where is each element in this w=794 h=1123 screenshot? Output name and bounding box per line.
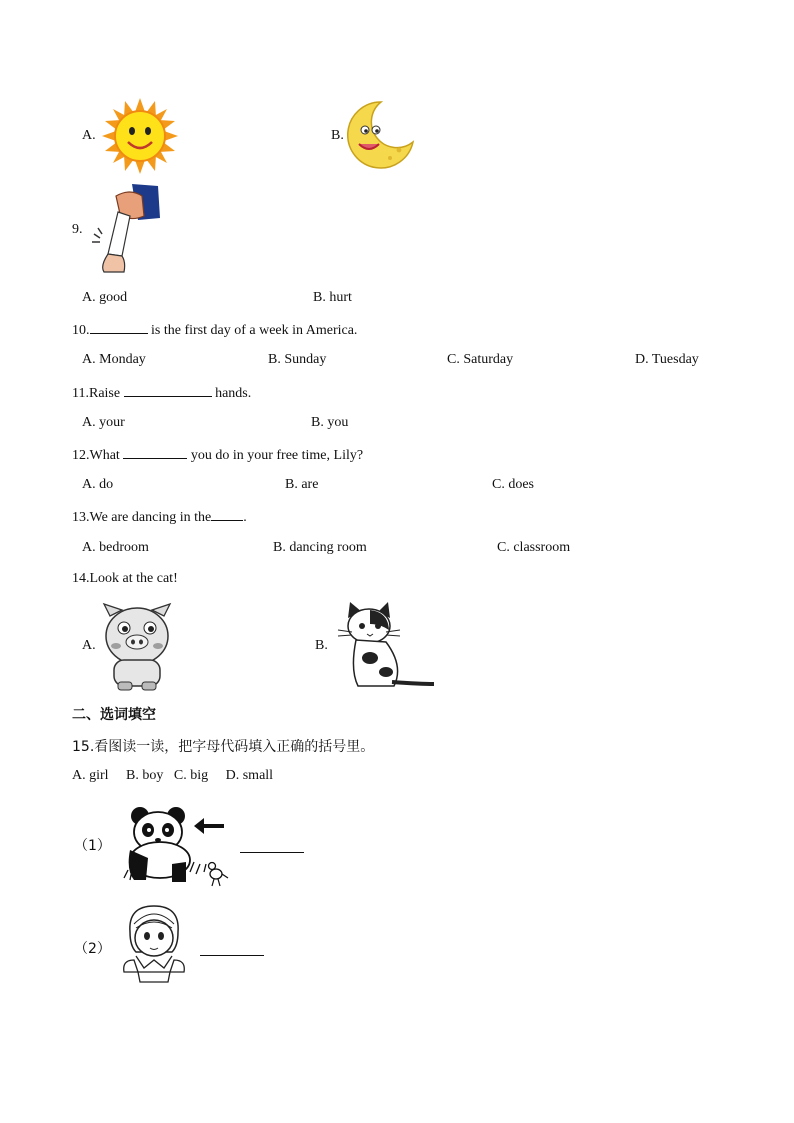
q15-item-2-label: （2） xyxy=(74,941,111,957)
q13-option-b: B. dancing room xyxy=(273,540,367,555)
q11-stem: 11.Raise hands. xyxy=(72,386,252,401)
moon-icon xyxy=(345,100,415,170)
q11-option-a: A. your xyxy=(82,415,125,430)
q12-stem: 12.What you do in your free time, Lily? xyxy=(72,448,364,463)
sun-icon xyxy=(102,98,178,174)
q15-item-1-label: （1） xyxy=(74,838,111,854)
q13-option-a: A. bedroom xyxy=(82,540,149,555)
q13-answer-blank[interactable] xyxy=(211,508,243,521)
q13-option-c: C. classroom xyxy=(497,540,571,555)
q15-item-2-answer-blank[interactable] xyxy=(200,943,264,956)
q14-option-a-letter: A. xyxy=(82,638,96,653)
q13-stem: 13.We are dancing in the . xyxy=(72,510,247,525)
pig-icon xyxy=(100,600,174,692)
q15-word-bank: A. girl B. boy C. big D. small xyxy=(72,768,274,783)
section-2-heading: 二、选词填空 xyxy=(72,707,156,723)
q14-stem: 14.Look at the cat! xyxy=(72,571,178,586)
q10-stem: 10. is the first day of a week in America. xyxy=(72,323,358,338)
q11-answer-blank[interactable] xyxy=(124,384,212,397)
q12-option-c: C. does xyxy=(492,477,535,492)
q12-option-a: A. do xyxy=(82,477,114,492)
q9-option-a: A. good xyxy=(82,290,128,305)
q10-option-a: A. Monday xyxy=(82,352,146,367)
q9-option-b: B. hurt xyxy=(313,290,352,305)
q8-option-a-letter: A. xyxy=(82,128,96,143)
q10-option-d: D. Tuesday xyxy=(635,352,699,367)
cat-icon xyxy=(334,600,438,692)
q15-instruction: 15.看图读一读，把字母代码填入正确的括号里。 xyxy=(72,739,375,755)
q15-item-1-answer-blank[interactable] xyxy=(240,840,304,853)
q10-answer-blank[interactable] xyxy=(90,321,148,334)
q14-option-b-letter: B. xyxy=(315,638,328,653)
q10-option-b: B. Sunday xyxy=(268,352,327,367)
hurt-leg-icon xyxy=(90,182,162,276)
panda-icon xyxy=(120,804,232,888)
q9-number: 9. xyxy=(72,222,83,237)
q8-option-b-letter: B. xyxy=(331,128,344,143)
q11-option-b: B. you xyxy=(311,415,349,430)
q12-answer-blank[interactable] xyxy=(123,446,187,459)
girl-icon xyxy=(118,902,190,986)
q10-option-c: C. Saturday xyxy=(447,352,514,367)
q12-option-b: B. are xyxy=(285,477,319,492)
